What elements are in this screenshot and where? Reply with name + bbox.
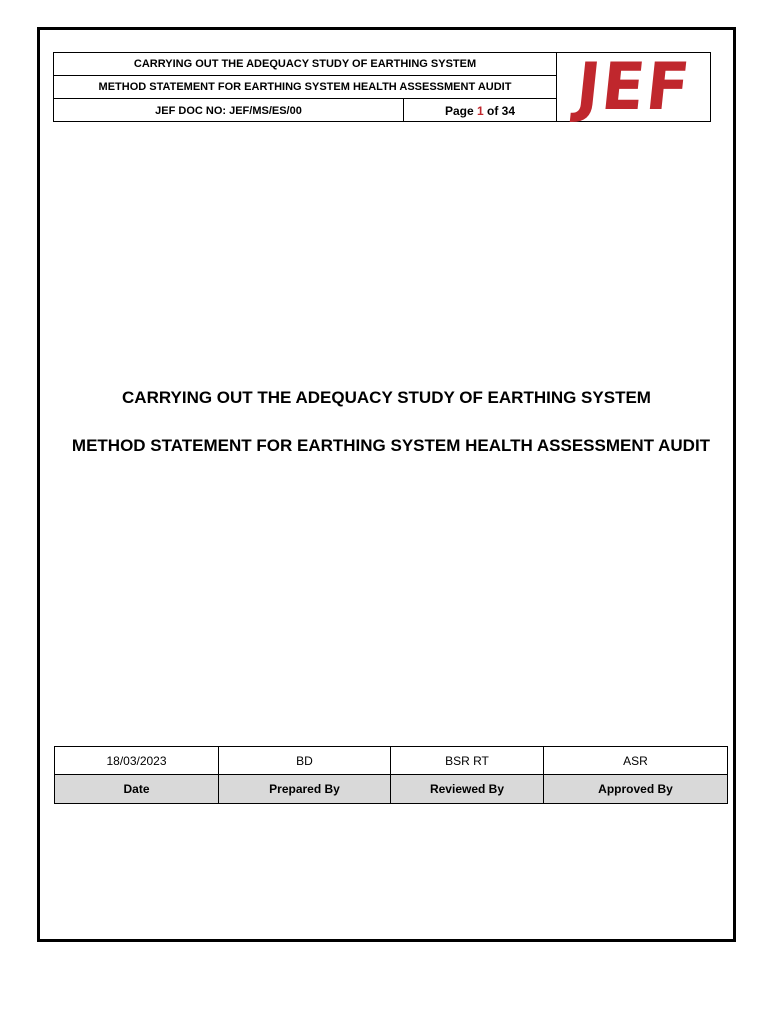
page-current: 1 xyxy=(476,103,484,118)
document-header xyxy=(53,48,711,125)
approved-by-value: ASR xyxy=(544,747,728,775)
date-label: Date xyxy=(55,775,219,804)
header-method-title: METHOD STATEMENT FOR EARTHING SYSTEM HEALTH ASSESSMENT AUDIT xyxy=(54,76,556,99)
header-study-title: CARRYING OUT THE ADEQUACY STUDY OF EARTHING SYSTEM xyxy=(54,53,556,76)
header-doc-row xyxy=(54,99,556,122)
reviewed-by-value: BSR RT xyxy=(391,747,544,775)
jef-logo-icon: JEF xyxy=(573,48,695,125)
prepared-by-label: Prepared By xyxy=(219,775,391,804)
page-title: CARRYING OUT THE ADEQUACY STUDY OF EARTHING SYSTEM xyxy=(122,388,651,407)
page-number xyxy=(404,99,556,122)
signoff-labels-row xyxy=(55,775,728,804)
prepared-by-value: BD xyxy=(219,747,391,775)
company-logo xyxy=(556,48,711,125)
page-prefix: Page xyxy=(444,103,477,118)
page-border xyxy=(37,27,736,942)
reviewed-by-label: Reviewed By xyxy=(391,775,544,804)
approved-by-label: Approved By xyxy=(544,775,728,804)
date-value: 18/03/2023 xyxy=(55,747,219,775)
page-subtitle: METHOD STATEMENT FOR EARTHING SYSTEM HEALTH ASSESSMENT AUDIT xyxy=(71,436,711,455)
page-suffix: of 34 xyxy=(483,103,516,118)
signoff-values-row xyxy=(55,747,728,775)
signoff-table xyxy=(54,746,728,804)
doc-number: JEF DOC NO: JEF/MS/ES/00 xyxy=(54,99,404,122)
